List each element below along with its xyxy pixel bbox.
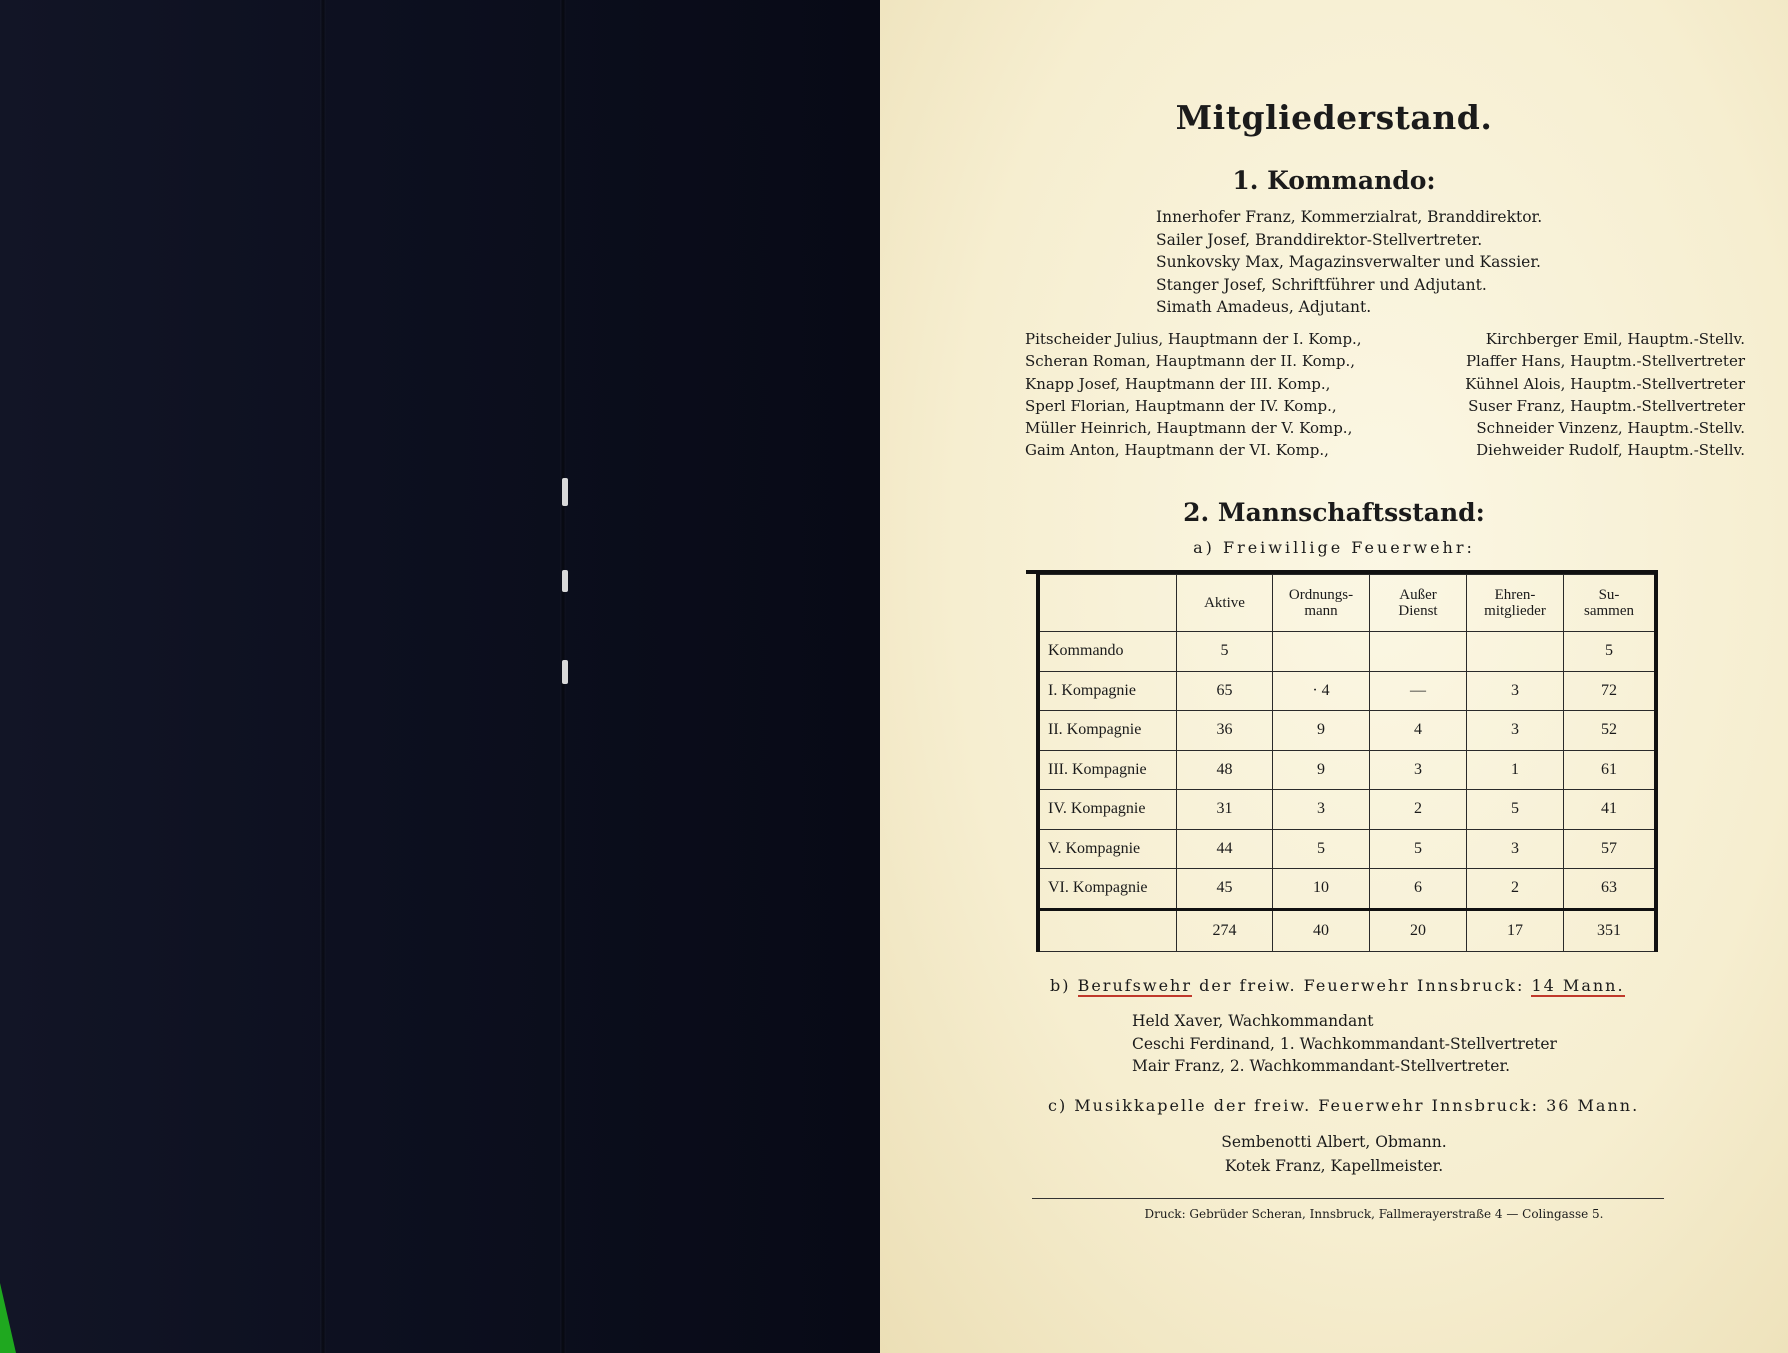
green-corner-mark — [0, 1283, 16, 1353]
officer-captain: Scheran Roman, Hauptmann der II. Komp., — [1025, 352, 1356, 371]
officer-captain: Knapp Josef, Hauptmann der III. Komp., — [1025, 374, 1331, 393]
table-cell: 5 — [1273, 829, 1370, 869]
berufswehr-prefix: b) — [1050, 976, 1071, 995]
total-cell: 40 — [1273, 909, 1370, 951]
table-cell: 57 — [1564, 829, 1657, 869]
staple-mark — [562, 478, 568, 506]
table-row — [1038, 829, 1656, 869]
table-cell: 41 — [1564, 790, 1657, 830]
table-cell: 3 — [1370, 750, 1467, 790]
page-title: Mitgliederstand. — [1175, 98, 1493, 137]
row-label: II. Kompagnie — [1038, 711, 1177, 751]
table-cell: 3 — [1467, 711, 1564, 751]
wache-member: Held Xaver, Wachkommandant — [1132, 1012, 1374, 1030]
table-cell: 10 — [1273, 869, 1370, 910]
table-cell: 6 — [1370, 869, 1467, 910]
officer-deputy: Kühnel Alois, Hauptm.-Stellvertreter — [1465, 374, 1745, 393]
berufswehr-word: Berufswehr — [1077, 976, 1193, 995]
total-cell: 274 — [1177, 909, 1273, 951]
musik-list — [880, 1130, 1788, 1178]
printer-footer: Druck: Gebrüder Scheran, Innsbruck, Fallmerayerstraße 4 — Colingasse 5. — [1144, 1207, 1604, 1221]
footer-rule — [1032, 1198, 1664, 1199]
officer-row — [1025, 373, 1745, 395]
staple-mark — [562, 570, 568, 592]
officer-row — [1025, 350, 1745, 372]
total-label — [1038, 909, 1177, 951]
table-cell: · 4 — [1273, 671, 1370, 711]
table-cell — [1467, 632, 1564, 672]
table-cell: 4 — [1370, 711, 1467, 751]
table-header-cell: Außer Dienst — [1370, 575, 1467, 632]
wache-member: Mair Franz, 2. Wachkommandant-Stellvertreter. — [1132, 1057, 1511, 1075]
row-label: V. Kompagnie — [1038, 829, 1177, 869]
musik-member: Kotek Franz, Kapellmeister. — [1224, 1157, 1444, 1175]
officer-row — [1025, 328, 1745, 350]
table-row — [1038, 711, 1656, 751]
officer-captain: Gaim Anton, Hauptmann der VI. Komp., — [1025, 441, 1329, 460]
officer-captain: Sperl Florian, Hauptmann der IV. Komp., — [1025, 396, 1337, 415]
table-cell: 3 — [1273, 790, 1370, 830]
kommando-member: Simath Amadeus, Adjutant. — [1156, 298, 1372, 316]
wache-list — [1132, 1010, 1557, 1078]
table-cell: 5 — [1370, 829, 1467, 869]
officer-captain: Pitscheider Julius, Hauptmann der I. Komp., — [1025, 330, 1362, 348]
row-label: VI. Kompagnie — [1038, 869, 1177, 910]
table-cell: 5 — [1564, 632, 1657, 672]
table-cell: 5 — [1177, 632, 1273, 672]
table-cell: 5 — [1467, 790, 1564, 830]
table-row — [1038, 869, 1656, 910]
mannschaft-heading: 2. Mannschaftsstand: — [1183, 498, 1485, 527]
table-header-cell: Ehren- mitglieder — [1467, 575, 1564, 632]
berufswehr-line — [1050, 976, 1625, 995]
row-label: I. Kompagnie — [1038, 671, 1177, 711]
berufswehr-middle: der freiw. Feuerwehr Innsbruck: — [1199, 976, 1525, 995]
table-cell: 72 — [1564, 671, 1657, 711]
table-cell: 3 — [1467, 829, 1564, 869]
roster-table-frame — [1026, 570, 1756, 952]
row-label: Kommando — [1038, 632, 1177, 672]
berufswehr-count: 14 Mann. — [1531, 976, 1625, 995]
total-cell: 351 — [1564, 909, 1657, 951]
officer-row — [1025, 417, 1745, 439]
officer-deputy: Plaffer Hans, Hauptm.-Stellvertreter — [1465, 352, 1745, 371]
musikkapelle-line: c) Musikkapelle der freiw. Feuerwehr Innsbruck: 36 Mann. — [1048, 1096, 1640, 1115]
table-row — [1038, 750, 1656, 790]
table-cell: 9 — [1273, 711, 1370, 751]
musik-member: Sembenotti Albert, Obmann. — [1221, 1133, 1447, 1151]
roster-table — [1036, 574, 1658, 952]
table-cell: 45 — [1177, 869, 1273, 910]
table-cell: 65 — [1177, 671, 1273, 711]
row-label: IV. Kompagnie — [1038, 790, 1177, 830]
table-header-cell — [1038, 575, 1177, 632]
table-cell: 48 — [1177, 750, 1273, 790]
kommando-member: Innerhofer Franz, Kommerzialrat, Branddirektor. — [1156, 208, 1543, 226]
staple-mark — [562, 660, 568, 684]
kommando-member: Stanger Josef, Schriftführer und Adjutant. — [1156, 275, 1487, 294]
table-cell: 31 — [1177, 790, 1273, 830]
table-cell: 36 — [1177, 711, 1273, 751]
table-cell: 9 — [1273, 750, 1370, 790]
total-cell: 20 — [1370, 909, 1467, 951]
officer-deputy: Suser Franz, Hauptm.-Stellvertreter — [1468, 396, 1745, 415]
officer-row — [1025, 439, 1745, 461]
table-cell: 61 — [1564, 750, 1657, 790]
table-cell: 3 — [1467, 671, 1564, 711]
board-crease — [320, 0, 326, 1353]
table-row — [1038, 790, 1656, 830]
table-cell: — — [1370, 671, 1467, 711]
table-cell: 2 — [1370, 790, 1467, 830]
table-total-row — [1038, 909, 1656, 951]
table-header-cell: Su- sammen — [1564, 575, 1657, 632]
total-cell: 17 — [1467, 909, 1564, 951]
table-row — [1038, 671, 1656, 711]
table-cell: 52 — [1564, 711, 1657, 751]
kommando-member: Sunkovsky Max, Magazinsverwalter und Kassier. — [1156, 253, 1541, 271]
table-cell: 2 — [1467, 869, 1564, 910]
table-cell: 44 — [1177, 829, 1273, 869]
table-cell: 1 — [1467, 750, 1564, 790]
row-label: III. Kompagnie — [1038, 750, 1177, 790]
officer-deputy: Schneider Vinzenz, Hauptm.-Stellv. — [1476, 419, 1745, 438]
table-header-cell: Aktive — [1177, 575, 1273, 632]
table-header-row — [1038, 575, 1656, 632]
officer-list — [1025, 328, 1745, 462]
kommando-heading: 1. Kommando: — [1232, 166, 1436, 195]
freiwillige-subtitle: a) Freiwillige Feuerwehr: — [1193, 538, 1475, 557]
kommando-member: Sailer Josef, Branddirektor-Stellvertreter. — [1156, 230, 1483, 249]
table-row — [1038, 632, 1656, 672]
table-cell: 63 — [1564, 869, 1657, 910]
officer-captain: Müller Heinrich, Hauptmann der V. Komp., — [1025, 419, 1353, 438]
dark-background-board — [0, 0, 880, 1353]
kommando-member-list — [1156, 206, 1542, 319]
table-cell — [1273, 632, 1370, 672]
officer-row — [1025, 395, 1745, 417]
document-page — [880, 0, 1788, 1353]
officer-deputy: Diehweider Rudolf, Hauptm.-Stellv. — [1476, 441, 1745, 460]
table-cell — [1370, 632, 1467, 672]
table-header-cell: Ordnungs- mann — [1273, 575, 1370, 632]
officer-deputy: Kirchberger Emil, Hauptm.-Stellv. — [1485, 330, 1745, 348]
wache-member: Ceschi Ferdinand, 1. Wachkommandant-Stellvertreter — [1132, 1034, 1557, 1053]
